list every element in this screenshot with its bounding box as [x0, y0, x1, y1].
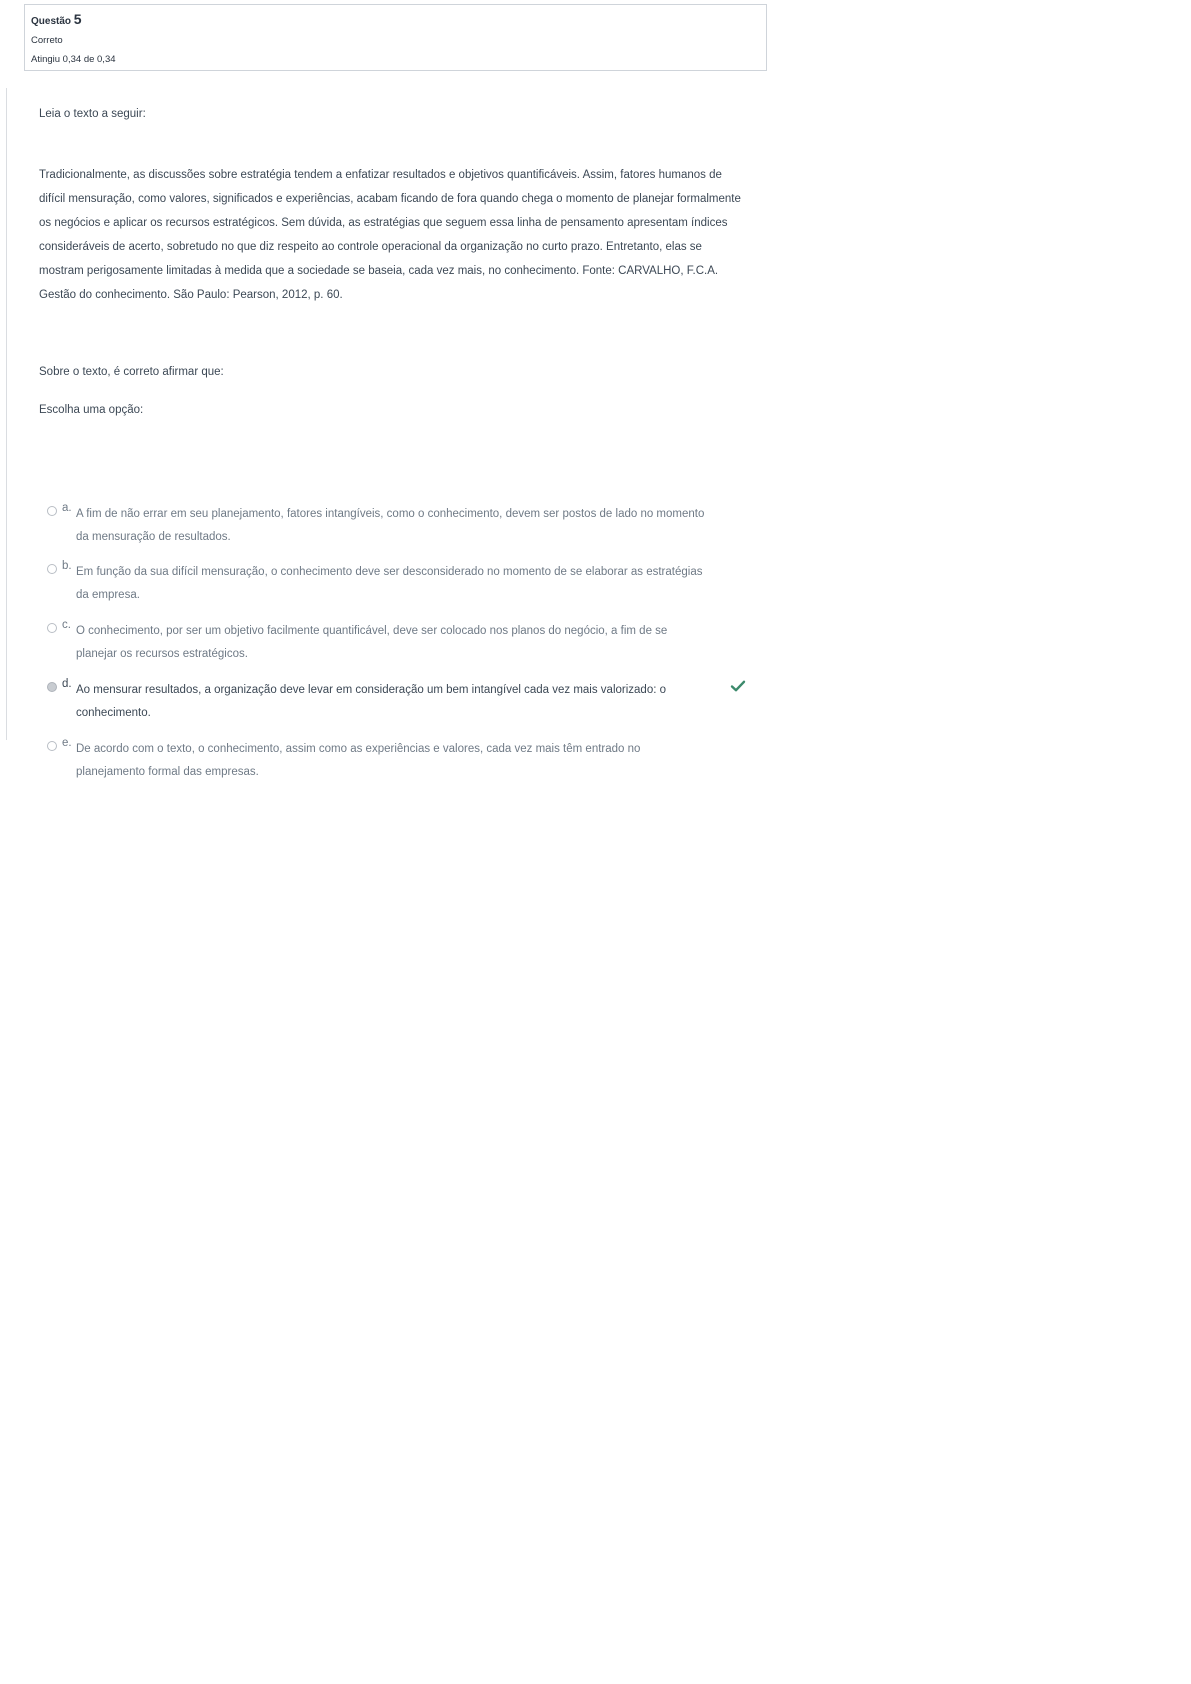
- option-letter: d.: [62, 678, 72, 690]
- question-intro: Leia o texto a seguir:: [39, 108, 146, 120]
- radio-option-e[interactable]: [47, 741, 57, 751]
- radio-option-b[interactable]: [47, 564, 57, 574]
- option-letter: a.: [62, 502, 72, 514]
- option-text: Ao mensurar resultados, a organização deve levar em consideração um bem intangível cada vez mais valorizado: o conhecimento.: [76, 684, 667, 719]
- radio-option-c[interactable]: [47, 623, 57, 633]
- question-title: [31, 10, 766, 31]
- option-text: De acordo com o texto, o conhecimento, assim como as experiências e valores, cada vez mais têm entrado no planejamento formal das empresas.: [76, 743, 641, 778]
- content-left-border: [6, 88, 7, 740]
- question-label: Questão: [31, 16, 72, 27]
- question-grade: Atingiu 0,34 de 0,34: [31, 54, 116, 65]
- question-number: 5: [73, 11, 82, 27]
- check-icon: [730, 679, 746, 693]
- option-letter: e.: [62, 737, 72, 749]
- option-letter: c.: [62, 619, 71, 631]
- option-e[interactable]: [39, 736, 749, 784]
- radio-option-a[interactable]: [47, 506, 57, 516]
- option-text: Em função da sua difícil mensuração, o conhecimento deve ser desconsiderado no momento de se elaborar as estratégias da empresa.: [76, 566, 703, 601]
- option-b[interactable]: [39, 559, 749, 607]
- option-d[interactable]: [39, 677, 749, 725]
- question-prompt: Sobre o texto, é correto afirmar que:: [39, 366, 224, 378]
- question-text: Tradicionalmente, as discussões sobre estratégia tendem a enfatizar resultados e objetivos quantificáveis. Assim, fatores humanos de difícil mensuração, como valores, significados e experiências, acabam ficando de fora quando chega o momento de planejar formalmente os negócios e aplicar os recursos estratégicos. Sem dúvida, as estratégias que seguem essa linha de pensamento apresentam índices consideráveis de acerto, sobretudo no que diz respeito ao controle operacional da organização no curto prazo. Entretanto, elas se mostram perigosamente limitadas à medida que a sociedade se baseia, cada vez mais, no conhecimento. Fonte: CARVALHO, F.C.A. Gestão do conhecimento. São Paulo: Pearson, 2012, p. 60.: [39, 169, 741, 301]
- option-a[interactable]: [39, 501, 749, 549]
- radio-option-d[interactable]: [47, 682, 57, 692]
- option-text: A fim de não errar em seu planejamento, fatores intangíveis, como o conhecimento, devem ser postos de lado no momento da mensuração de resultados.: [76, 508, 705, 543]
- option-text: O conhecimento, por ser um objetivo facilmente quantificável, deve ser colocado nos planos do negócio, a fim de se planejar os recursos estratégicos.: [76, 625, 668, 660]
- question-status: Correto: [31, 35, 63, 46]
- choose-option-label: Escolha uma opção:: [39, 404, 144, 416]
- option-c[interactable]: [39, 618, 749, 666]
- question-content: [39, 106, 749, 778]
- question-info-box: [24, 4, 767, 71]
- option-letter: b.: [62, 560, 72, 572]
